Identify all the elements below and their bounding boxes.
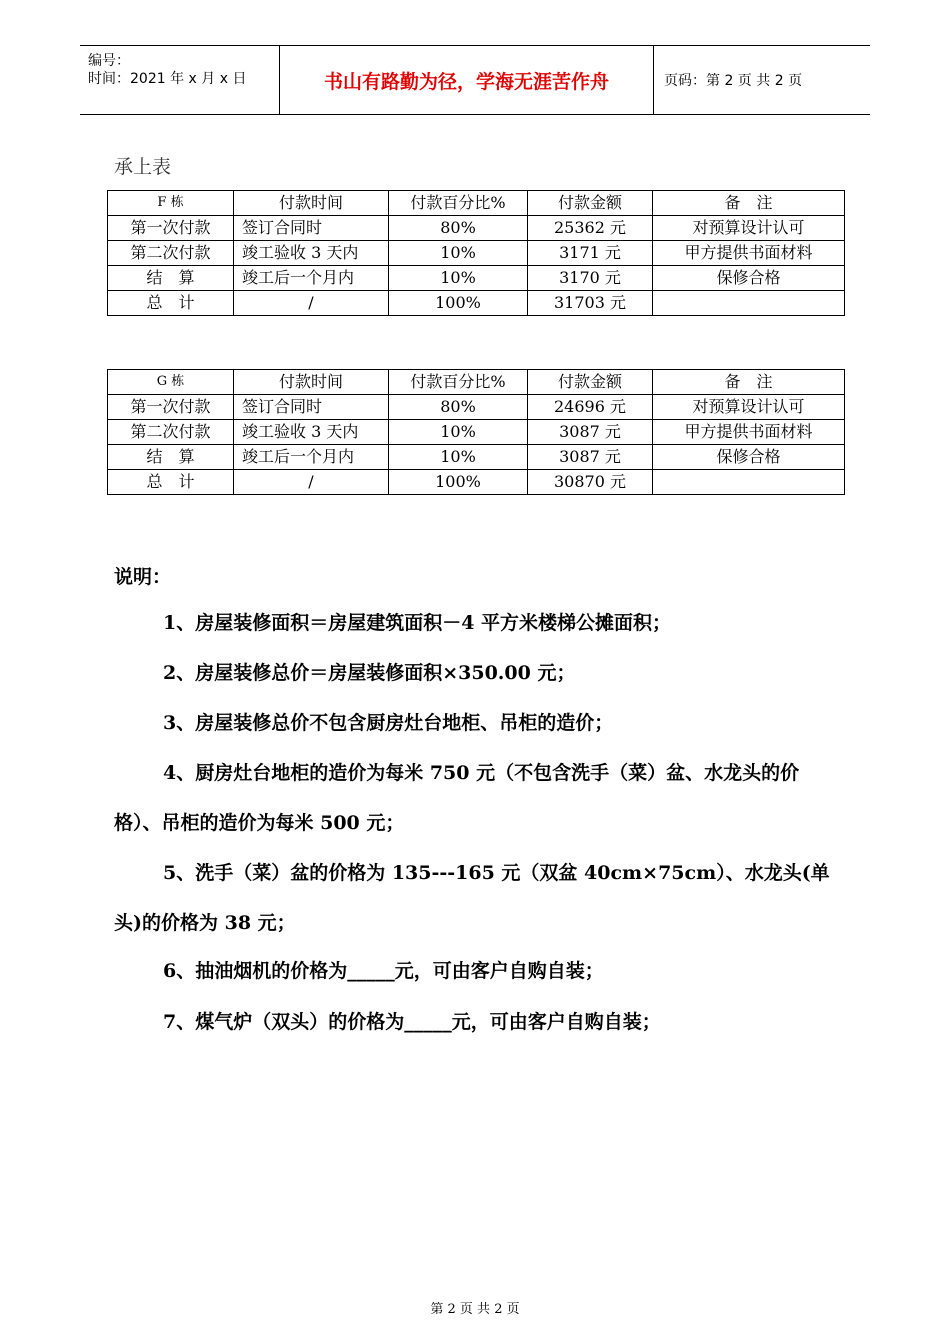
table-cell: 对预算设计认可 (653, 395, 845, 420)
table-cell: 25362 元 (528, 216, 653, 241)
table-cell: 总 计 (108, 291, 234, 316)
note-item: 2、房屋装修总价＝房屋装修面积×350.00 元； (163, 662, 576, 684)
table-cell: 总 计 (108, 470, 234, 495)
table-cell: 第一次付款 (108, 395, 234, 420)
table-row (108, 241, 845, 266)
table-row (108, 445, 845, 470)
table-cell: 10% (389, 445, 528, 470)
column-header: 付款百分比% (389, 191, 528, 216)
table-cell: 第一次付款 (108, 216, 234, 241)
note-item: 1、房屋装修面积＝房屋建筑面积－4 平方米楼梯公摊面积； (163, 612, 672, 634)
table-cell: 竣工后一个月内 (234, 266, 389, 291)
table-cell: 第二次付款 (108, 420, 234, 445)
table-row (108, 470, 845, 495)
table-cell: 24696 元 (528, 395, 653, 420)
table-cell: 结 算 (108, 445, 234, 470)
table-cell: 10% (389, 241, 528, 266)
table-cell (653, 470, 845, 495)
column-header: 备 注 (653, 370, 845, 395)
table-row (108, 216, 845, 241)
note-item: 5、洗手（菜）盆的价格为 135---165 元（双盆 40cm×75cm）、水龙头(单头)的价格为 38 元； (114, 862, 830, 934)
table-cell: 竣工验收 3 天内 (234, 420, 389, 445)
page-header (80, 45, 870, 115)
table-cell: 80% (389, 216, 528, 241)
table-cell: / (234, 291, 389, 316)
table-cell: 10% (389, 420, 528, 445)
column-header: 备 注 (653, 191, 845, 216)
table-cell: 第二次付款 (108, 241, 234, 266)
table-cell: 3170 元 (528, 266, 653, 291)
table-cell: 甲方提供书面材料 (653, 420, 845, 445)
table-header-row (108, 370, 845, 395)
header-meta (80, 46, 280, 114)
page-footer: 第 2 页 共 2 页 (430, 1302, 520, 1317)
table-cell: 10% (389, 266, 528, 291)
table-cell: 签订合同时 (234, 395, 389, 420)
column-header: G 栋 (108, 370, 234, 395)
table-cell: 3171 元 (528, 241, 653, 266)
column-header: 付款时间 (234, 191, 389, 216)
table-cell: 3087 元 (528, 445, 653, 470)
serial-label: 编号： (88, 53, 130, 69)
table-cell: 签订合同时 (234, 216, 389, 241)
table-cell: 30870 元 (528, 470, 653, 495)
note-item: 3、房屋装修总价不包含厨房灶台地柜、吊柜的造价； (163, 712, 614, 734)
table-cell: 100% (389, 470, 528, 495)
table-cell: 保修合格 (653, 445, 845, 470)
note-item: 6、抽油烟机的价格为_____元，可由客户自购自装； (163, 960, 604, 982)
table-row (108, 266, 845, 291)
payment-table-f (107, 190, 845, 316)
table-cell: 结 算 (108, 266, 234, 291)
header-motto: 书山有路勤为径，学海无涯苦作舟 (280, 46, 654, 114)
table-cell: 3087 元 (528, 420, 653, 445)
table-cell: 31703 元 (528, 291, 653, 316)
column-header: 付款金额 (528, 191, 653, 216)
table-cell: 甲方提供书面材料 (653, 241, 845, 266)
table-row (108, 420, 845, 445)
column-header: 付款金额 (528, 370, 653, 395)
notes-title: 说明： (114, 566, 172, 588)
table-cell: / (234, 470, 389, 495)
note-item: 4、厨房灶台地柜的造价为每米 750 元（不包含洗手（菜）盆、水龙头的价格）、吊柜的造价为每米 500 元； (114, 762, 800, 834)
table-cell: 对预算设计认可 (653, 216, 845, 241)
column-header: 付款时间 (234, 370, 389, 395)
table-cell: 竣工验收 3 天内 (234, 241, 389, 266)
header-page-info: 页码：第 2 页 共 2 页 (664, 73, 803, 89)
date-label: 时间：2021 年 x 月 x 日 (88, 71, 247, 87)
table-cell: 80% (389, 395, 528, 420)
table-header-row (108, 191, 845, 216)
table-cell: 保修合格 (653, 266, 845, 291)
table-caption: 承上表 (114, 156, 172, 178)
table-row (108, 291, 845, 316)
table-cell: 100% (389, 291, 528, 316)
table-cell: 竣工后一个月内 (234, 445, 389, 470)
note-item: 7、煤气炉（双头）的价格为_____元，可由客户自购自装； (163, 1011, 661, 1033)
payment-table-g (107, 369, 845, 495)
column-header: F 栋 (108, 191, 234, 216)
table-row (108, 395, 845, 420)
column-header: 付款百分比% (389, 370, 528, 395)
table-cell (653, 291, 845, 316)
